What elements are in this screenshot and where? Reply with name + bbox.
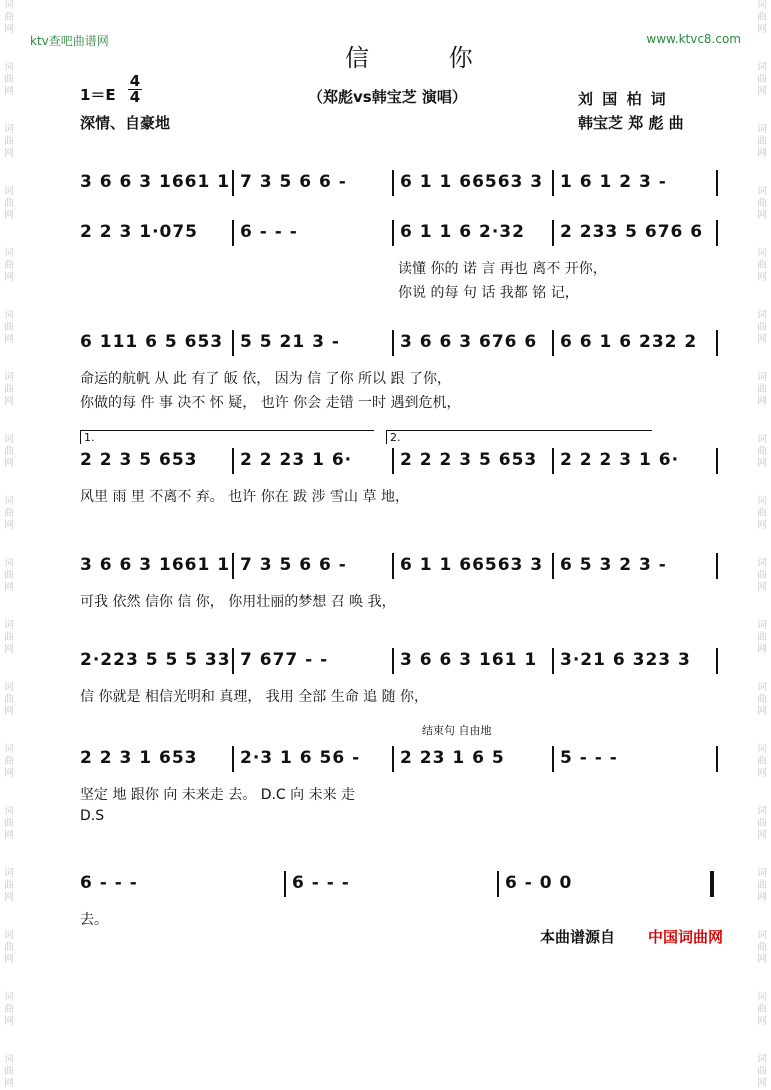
measure: 6 - 0 0 <box>505 873 573 893</box>
barline <box>716 553 718 579</box>
watermark-glyph: 词曲网 <box>757 1054 767 1089</box>
watermark-glyph: 词曲网 <box>4 744 14 779</box>
measure: 2 2 3 1 653 <box>80 748 198 768</box>
watermark-glyph: 词曲网 <box>757 496 767 531</box>
barline <box>552 553 554 579</box>
song-title: 信 你 <box>345 44 509 72</box>
barline <box>392 170 394 196</box>
watermark-glyph: 词曲网 <box>4 310 14 345</box>
watermark-glyph: 词曲网 <box>757 682 767 717</box>
watermark-glyph: 词曲网 <box>4 62 14 97</box>
watermark-glyph: 词曲网 <box>757 310 767 345</box>
measure: 6 - - - <box>80 873 138 893</box>
barline <box>552 220 554 246</box>
lyric-line: 坚定 地 跟你 向 未来走 去。 D.C 向 未来 走 <box>80 787 356 803</box>
measure: 2 2 3 1·075 <box>80 222 199 242</box>
barline <box>392 448 394 474</box>
measure: 2 23 1 6 5 <box>400 748 505 768</box>
measure: 7 3 5 6 6 - <box>240 555 347 575</box>
lyric-line: 信 你就是 相信光明和 真理， 我用 全部 生命 追 随 你， <box>80 689 429 705</box>
watermark-glyph: 词曲网 <box>757 930 767 965</box>
measure: 2 2 3 5 653 <box>80 450 198 470</box>
measure: 6 1 1 66563 3 <box>400 555 544 575</box>
watermark-glyph: 词曲网 <box>4 248 14 283</box>
watermark-glyph: 词曲网 <box>4 806 14 841</box>
barline <box>552 330 554 356</box>
barline <box>497 871 499 897</box>
watermark-glyph: 词曲网 <box>4 1054 14 1089</box>
side-watermark-left <box>0 0 18 1089</box>
measure: 7 3 5 6 6 - <box>240 172 347 192</box>
lyric-line: 读懂 你的 诺 言 再也 离不 开你， <box>398 261 607 277</box>
measure: 6 6 1 6 232 2 <box>560 332 698 352</box>
measure: 6 1 1 6 2·32 <box>400 222 525 242</box>
barline <box>552 648 554 674</box>
barline <box>392 648 394 674</box>
watermark-glyph: 词曲网 <box>757 806 767 841</box>
time-numerator: 4 <box>129 72 141 90</box>
site-name-left[interactable]: ktv查吧曲谱网 <box>30 34 109 48</box>
measure: 2 2 2 3 1 6· <box>560 450 680 470</box>
watermark-glyph: 词曲网 <box>4 682 14 717</box>
measure: 3 6 6 3 1661 1 <box>80 172 231 192</box>
barline <box>232 553 234 579</box>
watermark-glyph: 词曲网 <box>4 372 14 407</box>
watermark-glyph: 词曲网 <box>4 868 14 903</box>
barline <box>716 170 718 196</box>
volta-bracket: 2. <box>386 430 652 444</box>
barline <box>232 220 234 246</box>
barline <box>716 448 718 474</box>
watermark-glyph: 词曲网 <box>757 186 767 221</box>
time-denominator: 4 <box>129 88 141 106</box>
lyricist: 刘 国 柏 词 <box>578 90 668 108</box>
barline <box>716 330 718 356</box>
watermark-glyph: 词曲网 <box>4 124 14 159</box>
barline <box>232 746 234 772</box>
measure: 5 - - - <box>560 748 618 768</box>
measure: 6 - - - <box>292 873 350 893</box>
barline <box>392 220 394 246</box>
composer: 韩宝芝 郑 彪 曲 <box>578 114 684 132</box>
final-barline <box>710 871 714 897</box>
measure: 2 233 5 676 6 <box>560 222 704 242</box>
barline <box>552 170 554 196</box>
singers: （郑彪vs韩宝芝 演唱） <box>308 88 467 106</box>
coda-label: 结束句 自由地 <box>422 724 492 737</box>
measure: 5 5 21 3 - <box>240 332 340 352</box>
time-signature <box>128 74 142 105</box>
watermark-glyph: 词曲网 <box>757 372 767 407</box>
source-label: 本曲谱源自 <box>540 928 616 946</box>
watermark-glyph: 词曲网 <box>757 992 767 1027</box>
barline <box>716 746 718 772</box>
measure: 1 6 1 2 3 - <box>560 172 667 192</box>
barline <box>392 553 394 579</box>
volta-bracket: 1. <box>80 430 374 444</box>
measure: 2 2 23 1 6· <box>240 450 353 470</box>
measure: 6 111 6 5 653 <box>80 332 224 352</box>
watermark-glyph: 词曲网 <box>757 434 767 469</box>
measure: 6 1 1 66563 3 <box>400 172 544 192</box>
key-signature: 1＝E <box>80 86 116 104</box>
barline <box>232 330 234 356</box>
barline <box>392 330 394 356</box>
watermark-glyph: 词曲网 <box>4 930 14 965</box>
barline <box>716 648 718 674</box>
watermark-glyph: 词曲网 <box>757 0 767 35</box>
barline <box>232 448 234 474</box>
source-site[interactable]: 中国词曲网 <box>648 928 724 946</box>
barline <box>284 871 286 897</box>
watermark-glyph: 词曲网 <box>4 0 14 35</box>
site-url-right[interactable]: www.ktvc8.com <box>646 32 741 46</box>
barline <box>716 220 718 246</box>
barline <box>552 448 554 474</box>
watermark-glyph: 词曲网 <box>757 620 767 655</box>
measure: 2·223 5 5 5 33 <box>80 650 231 670</box>
measure: 3 6 6 3 1661 1 <box>80 555 231 575</box>
expression-mark: 深情、自豪地 <box>80 114 171 132</box>
watermark-glyph: 词曲网 <box>4 496 14 531</box>
barline <box>232 648 234 674</box>
watermark-glyph: 词曲网 <box>4 620 14 655</box>
watermark-glyph: 词曲网 <box>757 558 767 593</box>
barline <box>232 170 234 196</box>
measure: 6 5 3 2 3 - <box>560 555 667 575</box>
watermark-glyph: 词曲网 <box>4 992 14 1027</box>
watermark-glyph: 词曲网 <box>757 124 767 159</box>
measure: 3·21 6 323 3 <box>560 650 691 670</box>
barline <box>552 746 554 772</box>
measure: 3 6 6 3 161 1 <box>400 650 538 670</box>
measure: 3 6 6 3 676 6 <box>400 332 538 352</box>
lyric-line: 去。 <box>80 912 108 928</box>
watermark-glyph: 词曲网 <box>757 744 767 779</box>
lyric-line: 你说 的每 句 话 我都 铭 记， <box>398 285 579 301</box>
barline <box>392 746 394 772</box>
watermark-glyph: 词曲网 <box>4 558 14 593</box>
measure: 6 - - - <box>240 222 298 242</box>
lyric-line: D.S <box>80 808 105 824</box>
lyric-line: 你做的每 件 事 决不 怀 疑， 也许 你会 走错 一时 遇到危机， <box>80 395 461 411</box>
watermark-glyph: 词曲网 <box>757 248 767 283</box>
lyric-line: 风里 雨 里 不离不 弃。 也许 你在 跋 涉 雪山 草 地， <box>80 489 409 505</box>
measure: 2 2 2 3 5 653 <box>400 450 538 470</box>
watermark-glyph: 词曲网 <box>757 868 767 903</box>
lyric-line: 命运的航帆 从 此 有了 皈 依， 因为 信 了你 所以 跟 了你， <box>80 371 451 387</box>
measure: 2·3 1 6 56 - <box>240 748 361 768</box>
watermark-glyph: 词曲网 <box>4 186 14 221</box>
side-watermark-right <box>753 0 771 1089</box>
watermark-glyph: 词曲网 <box>757 62 767 97</box>
watermark-glyph: 词曲网 <box>4 434 14 469</box>
lyric-line: 可我 依然 信你 信 你， 你用壮丽的梦想 召 唤 我， <box>80 594 396 610</box>
measure: 7 677 - - <box>240 650 329 670</box>
